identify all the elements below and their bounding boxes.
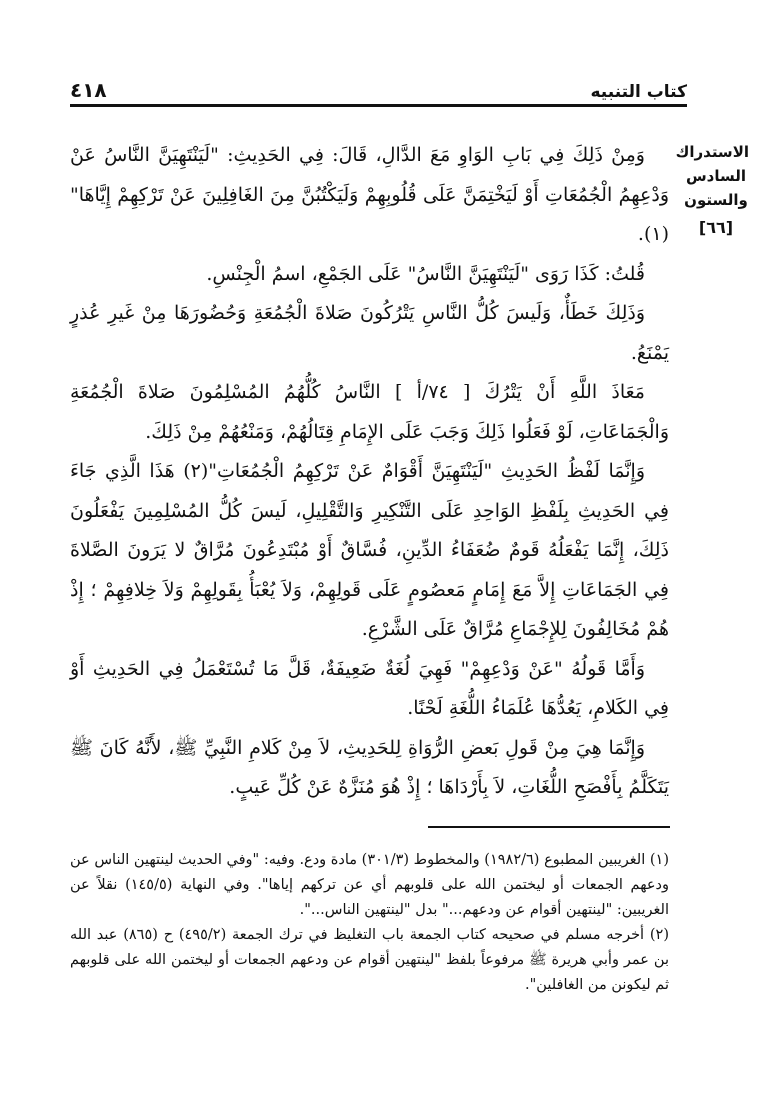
paragraph-1: وَمِنْ ذَلِكَ فِي بَابِ الوَاوِ مَعَ الدَّالِ، قَالَ: فِي الحَدِيثِ: "لَيَنْتَهِيَنَّ النَّاسُ عَنْ وَدْعِهِمُ الْجُمُعَاتِ أَوْ لَيَخْتِمَنَّ عَلَى قُلُوبِهِمْ وَلَيَكْتُبُنَّ مِنَ الغَافِلِينَ عَنْ تَرْكِهِمْ إِيَّاهَا"(١).: [70, 144, 669, 245]
paragraph-7: وَإِنَّمَا هِيَ مِنْ قَولِ بَعضِ الرُّوَاةِ لِلحَدِيثِ، لاَ مِنْ كَلامِ النَّبِيِّ ﷺ، لأَنَّهُ كَانَ ﷺ يَتَكَلَّمُ بِأَفْصَحِ اللُّغَاتِ، لاَ بِأَرْدَاهَا ؛ إِذْ هُوَ مُنَزَّهٌ عَنْ كُلِّ عَيبٍ.: [70, 736, 669, 798]
footnote-1: (١) الغريبين المطبوع (١٩٨٢/٦) والمخطوط (٣٠١/٣) مادة ودع. وفيه: "وفي الحديث لينتهين الناس عن ودعهم الجمعات أو ليختمن الله على قلوبهم أي عن تركهم إياها". وفي النهاية (١٤٥/٥) نقلاً عن الغريبين: "لينتهين أقوام عن ودعهم..." بدل "لينتهين الناس...".: [70, 852, 669, 918]
margin-note-line-3: والستون: [684, 191, 748, 209]
paragraph-5: وَإِنَّمَا لَفْظُ الحَدِيثِ "لَيَنْتَهِيَنَّ أَقْوَامٌ عَنْ تَرْكِهِمُ الْجُمُعَاتِ"(٢) هَذَا الَّذِي جَاءَ فِي الحَدِيثِ بِلَفْظِ الوَاحِدِ عَلَى التَّنْكِيرِ وَالتَّقْلِيلِ، لَيسَ كُلُّ المُسْلِمِينَ يَفْعَلُونَ ذَلِكَ، إِنَّمَا يَفْعَلُهُ قَومٌ ضُعَفَاءُ الدِّينِ، فُسَّاقٌ أَوْ مُبْتَدِعُونَ مُرَّاقٌ لا يَرَونَ الصَّلاةَ فِي الجَمَاعَاتِ إِلاَّ مَعَ إِمَامٍ مَعصُومٍ عَلَى قَولِهِمْ، وَلاَ يُعْبَأُ بِقَولِهِمْ وَلاَ خِلافِهِمْ ؛ إِذْ هُمْ مُخَالِفُونَ لِلإِجْمَاعِ مُرَّاقٌ عَلَى الشَّرْعِ.: [70, 460, 669, 640]
header-rule: [70, 104, 687, 107]
page-number: ٤١٨: [70, 78, 107, 102]
main-text: [70, 136, 669, 808]
footnotes: [70, 848, 669, 998]
footnote-2: (٢) أخرجه مسلم في صحيحه كتاب الجمعة باب التغليظ في ترك الجمعة (٤٩٥/٢) ح (٨٦٥) عبد الله بن عمر وأبي هريرة ﷺ مرفوعاً بلفظ "لينتهين أقوام عن ودعهم الجمعات أو ليختمن الله على قلوبهم ثم ليكونن من الغافلين".: [70, 927, 669, 993]
margin-note-number: [٦٦]: [698, 218, 734, 237]
footnote-separator: [428, 826, 670, 828]
paragraph-6: وَأَمَّا قَولُهُ "عَنْ وَدْعِهِمْ" فَهِيَ لُغَةٌ ضَعِيفَةٌ، قَلَّ مَا تُسْتَعْمَلُ فِي الحَدِيثِ أَوْ فِي الكَلامِ، يَعُدُّهَا عُلَمَاءُ اللُّغَةِ لَحْنًا.: [70, 657, 669, 719]
paragraph-4: مَعَاذَ اللَّهِ أَنْ يَتْرُكَ [ ٧٤/أ ] النَّاسُ كُلُّهُمُ المُسْلِمُونَ صَلاةَ الْجُمُعَةِ وَالْجَمَاعَاتِ، لَوْ فَعَلُوا ذَلِكَ وَجَبَ عَلَى الإِمَامِ قِتَالُهُمْ، وَمَنْعُهُمْ مِنْ ذَلِكَ.: [70, 381, 669, 443]
margin-note: [675, 140, 749, 240]
paragraph-3: وَذَلِكَ خَطَأٌ، وَلَيسَ كُلُّ النَّاسِ يَتْرُكُونَ صَلاةَ الْجُمُعَةِ وَحُضُورَهَا مِنْ غَيرِ عُذرٍ يَمْنَعُ.: [70, 302, 669, 364]
paragraph-2: قُلتُ: كَذَا رَوَى "لَيَنْتَهِيَنَّ النَّاسُ" عَلَى الجَمْعِ، اسمُ الْجِنْسِ.: [206, 262, 645, 285]
margin-note-line-1: الاستدراك: [675, 143, 749, 161]
margin-note-line-2: السادس: [685, 167, 747, 185]
page-header: [70, 70, 687, 102]
running-title: كتاب التنبيه: [590, 82, 687, 102]
